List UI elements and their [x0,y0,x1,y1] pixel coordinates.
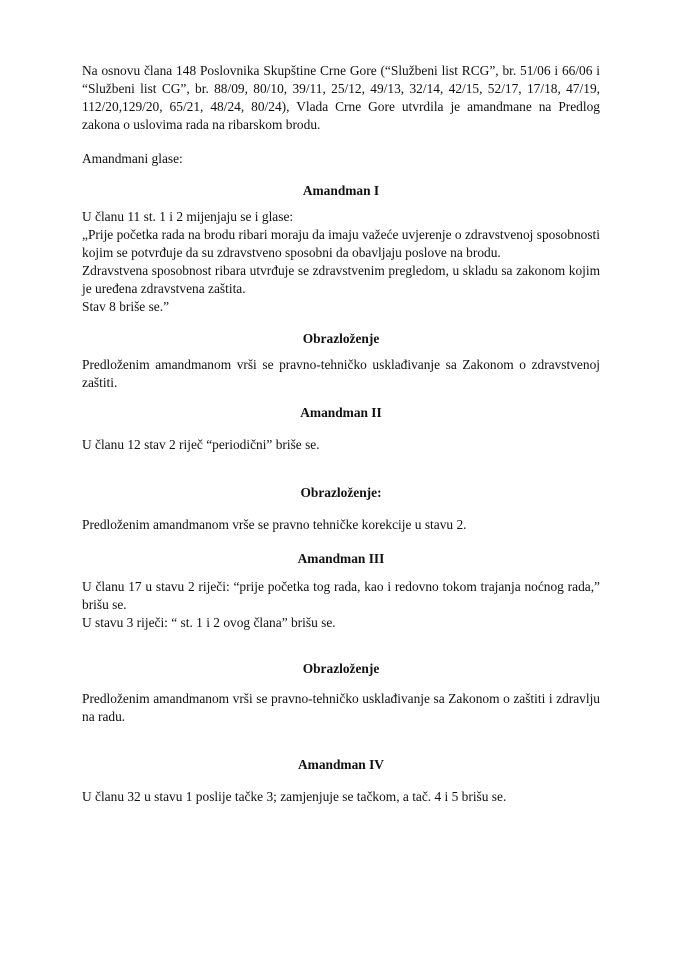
amandman-3-paragraph: U stavu 3 riječi: “ st. 1 i 2 ovog člana” brišu se. [82,615,336,630]
amandman-2-paragraph: U članu 12 stav 2 riječ “periodični” briše se. [82,437,320,452]
heading-obrazlozenje-2: Obrazloženje: [300,485,382,500]
heading-obrazlozenje-3: Obrazloženje [302,661,380,676]
amandman-3-paragraph: U članu 17 u stavu 2 riječi: “prije početka tog rada, kao i redovno tokom trajanja noćnog rada,” brišu se. [82,579,600,612]
heading-amandman-4: Amandman IV [298,757,384,772]
heading-amandman-2: Amandman II [300,405,382,420]
obrazlozenje-1-paragraph: Predloženim amandmanom vrši se pravno-tehničko usklađivanje sa Zakonom o zdravstvenoj zaštiti. [82,357,600,390]
obrazlozenje-2-paragraph: Predloženim amandmanom vrše se pravno tehničke korekcije u stavu 2. [82,517,467,532]
amandman-4-paragraph: U članu 32 u stavu 1 poslije tačke 3; zamjenjuje se tačkom, a tač. 4 i 5 brišu se. [82,789,507,804]
amandman-1-paragraph: Stav 8 briše se.” [82,299,170,314]
amandman-1-paragraph: „Prije početka rada na brodu ribari moraju da imaju važeće uvjerenje o zdravstvenoj sposobnosti kojim se potvrđuje da su zdravstveno sposobni da obavljaju poslove na brodu. [82,227,600,260]
obrazlozenje-3-paragraph: Predloženim amandmanom vrši se pravno-tehničko usklađivanje sa Zakonom o zaštiti i zdravlju na radu. [82,691,600,724]
heading-amandman-3: Amandman III [297,551,385,566]
lead-line: Amandmani glase: [82,151,183,166]
amandman-1-paragraph: Zdravstvena sposobnost ribara utvrđuje se zdravstvenim pregledom, u skladu sa zakonom kojim je uređena zdravstvena zaštita. [82,263,600,296]
intro-paragraph: Na osnovu člana 148 Poslovnika Skupštine Crne Gore (“Službeni list RCG”, br. 51/06 i 66/06 i “Službeni list CG”, br. 88/09, 80/10, 39/11, 25/12, 49/13, 32/14, 42/15, 52/17, 17/18, 47/19, 112/20,129/20, 65/21, 48/24, 80/24), Vlada Crne Gore utvrdila je amandmane na Predlog zakona o uslovima rada na ribarskom brodu. [82,63,600,132]
heading-amandman-1: Amandman I [302,183,380,198]
heading-obrazlozenje-1: Obrazloženje [302,331,380,346]
amandman-1-paragraph: U članu 11 st. 1 i 2 mijenjaju se i glase: [82,209,294,224]
